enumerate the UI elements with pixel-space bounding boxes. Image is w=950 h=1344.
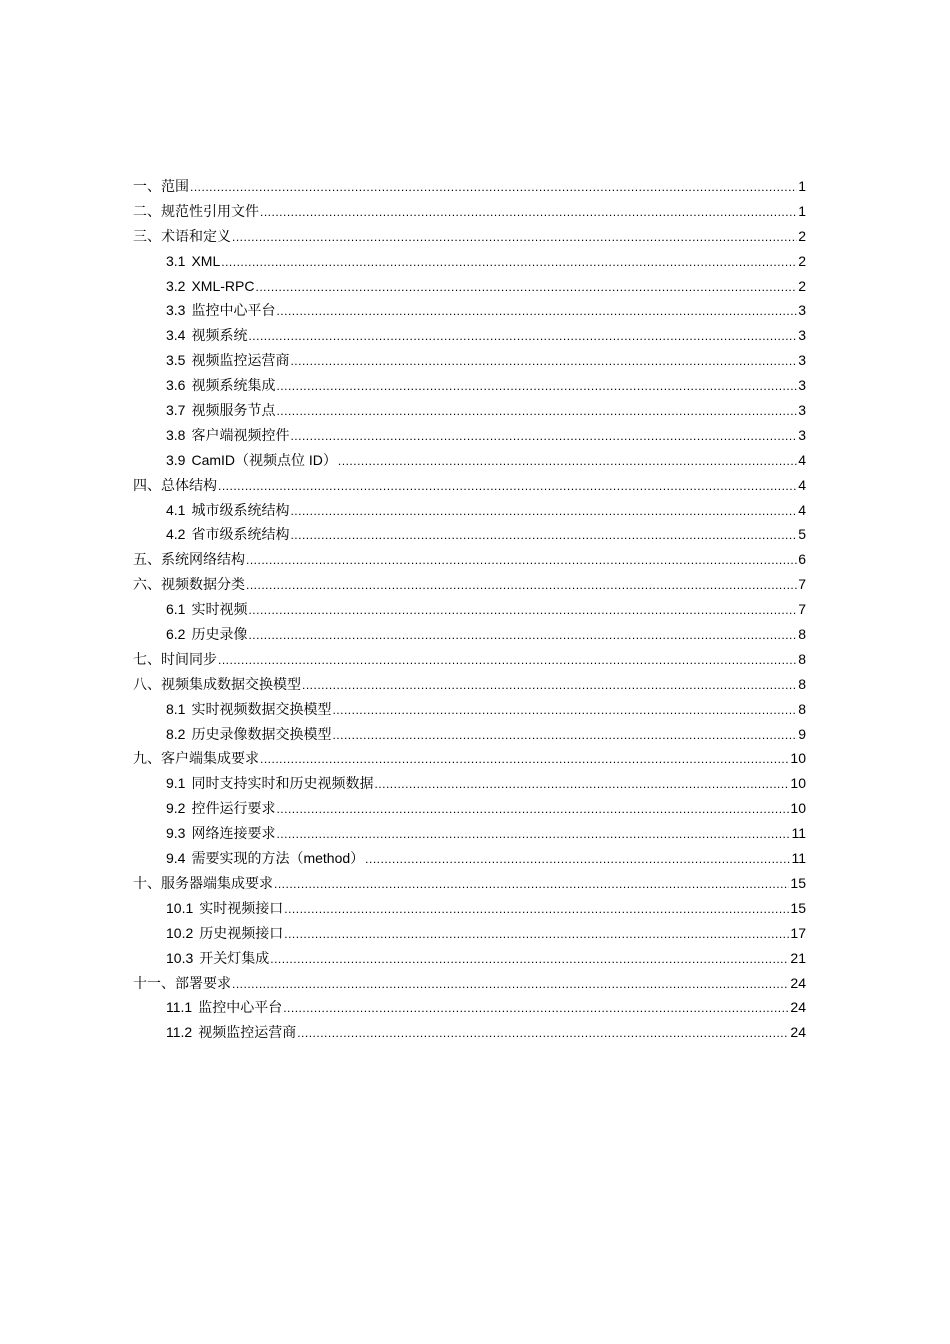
toc-dot-leader (374, 772, 789, 797)
toc-dot-leader (284, 922, 789, 947)
toc-entry-number: 8.2 (166, 725, 186, 742)
toc-entry[interactable] (133, 672, 806, 697)
toc-entry-number: 9.2 (166, 800, 186, 817)
toc-entry-label (133, 746, 259, 771)
toc-entry-title: 四、总体结构 (133, 476, 217, 493)
toc-entry-title: 二、规范性引用文件 (133, 202, 259, 219)
toc-entry-title: 历史录像数据交换模型 (191, 725, 332, 742)
toc-dot-leader (246, 573, 797, 598)
toc-entry-title: 监控中心平台 (198, 999, 283, 1016)
toc-page-number: 21 (790, 949, 806, 966)
toc-dot-leader (365, 847, 790, 872)
toc-entry-label (166, 821, 275, 846)
toc-entry[interactable] (133, 597, 806, 622)
toc-entry-label (166, 946, 269, 971)
toc-page-number: 3 (798, 352, 806, 369)
toc-entry-label (133, 473, 217, 498)
toc-entry-label (166, 323, 247, 348)
toc-dot-leader (302, 673, 797, 698)
toc-page-number: 24 (790, 974, 806, 991)
toc-page-number: 1 (798, 202, 806, 219)
toc-entry[interactable] (133, 174, 806, 199)
toc-entry-title: 八、视频集成数据交换模型 (133, 675, 301, 692)
toc-entry-label (166, 298, 275, 323)
toc-entry-number: 11.1 (166, 999, 193, 1016)
toc-entry-label (133, 672, 301, 697)
toc-entry[interactable] (133, 1020, 806, 1045)
toc-entry-title: 需要实现的方法（method） (191, 850, 365, 867)
toc-entry-title: 实时视频接口 (199, 899, 284, 916)
toc-page-number: 3 (798, 426, 806, 443)
toc-entry-title: 网络连接要求 (191, 825, 276, 842)
toc-entry-label (166, 896, 283, 921)
toc-entry-label (166, 921, 283, 946)
toc-entry-label (133, 547, 245, 572)
toc-dot-leader (276, 797, 789, 822)
toc-page-number: 2 (798, 277, 806, 294)
toc-dot-leader (232, 225, 797, 250)
toc-entry-label (166, 522, 289, 547)
toc-dot-leader (332, 698, 797, 723)
toc-entry-title: XML (191, 252, 221, 269)
toc-entry-number: 6.2 (166, 626, 186, 643)
toc-entry[interactable] (133, 946, 806, 971)
toc-entry[interactable] (133, 995, 806, 1020)
toc-entry-title: 一、范围 (133, 178, 189, 194)
toc-dot-leader (338, 449, 797, 474)
toc-entry[interactable] (133, 199, 806, 224)
toc-entry-title: 视频服务节点 (191, 402, 276, 419)
toc-entry[interactable] (133, 846, 806, 871)
toc-entry-number: 3.9 (166, 451, 186, 468)
toc-page-number: 4 (798, 501, 806, 518)
toc-page-number: 7 (798, 576, 806, 593)
toc-page-number: 6 (798, 551, 806, 568)
toc-entry[interactable] (133, 771, 806, 796)
toc-entry-title: 六、视频数据分类 (133, 576, 245, 593)
toc-entry-title: 七、时间同步 (133, 650, 217, 667)
toc-entry-label (133, 572, 245, 597)
toc-entry-number: 9.1 (166, 775, 186, 792)
toc-dot-leader (276, 374, 797, 399)
toc-entry-label (133, 871, 273, 896)
toc-entry-label (166, 622, 247, 647)
toc-dot-leader (218, 648, 797, 673)
toc-entry[interactable] (133, 323, 806, 348)
toc-dot-leader (290, 349, 797, 374)
toc-entry-label (166, 1020, 296, 1045)
toc-entry[interactable] (133, 274, 806, 299)
toc-page-number: 1 (798, 178, 806, 194)
toc-entry[interactable] (133, 298, 806, 323)
toc-page-number: 5 (798, 526, 806, 543)
toc-page-number: 10 (790, 750, 806, 767)
toc-entry-label (166, 448, 337, 473)
toc-dot-leader (270, 947, 789, 972)
toc-entry-number: 10.3 (166, 949, 194, 966)
toc-entry-label (166, 348, 289, 373)
toc-entry-label (166, 796, 275, 821)
toc-dot-leader (221, 250, 797, 275)
toc-entry-number: 4.1 (166, 501, 186, 518)
toc-entry[interactable] (133, 473, 806, 498)
toc-entry[interactable] (133, 572, 806, 597)
toc-page-number: 2 (798, 227, 806, 244)
toc-entry-title: 历史视频接口 (199, 924, 284, 941)
toc-entry-label (166, 498, 289, 523)
toc-entry-title: 九、客户端集成要求 (133, 750, 259, 767)
table-of-contents (133, 174, 806, 1045)
toc-entry-label (133, 971, 231, 996)
toc-entry-label (166, 771, 373, 796)
toc-entry-number: 4.2 (166, 526, 186, 543)
toc-entry-title: 十一、部署要求 (133, 974, 231, 991)
toc-page-number: 17 (790, 924, 806, 941)
toc-dot-leader (248, 623, 797, 648)
toc-dot-leader (276, 399, 797, 424)
toc-entry-title: 视频监控运营商 (198, 1024, 297, 1041)
toc-page-number: 8 (798, 626, 806, 643)
toc-entry-label (133, 647, 217, 672)
toc-entry-title: CamID（视频点位 ID） (191, 451, 337, 468)
toc-entry-title: 城市级系统结构 (191, 501, 290, 518)
toc-entry-label (133, 224, 231, 249)
toc-page-number: 10 (790, 800, 806, 817)
toc-dot-leader (255, 275, 797, 300)
toc-page-number: 8 (798, 650, 806, 667)
toc-page-number: 3 (798, 377, 806, 394)
toc-entry-title: 客户端视频控件 (191, 426, 290, 443)
toc-entry[interactable] (133, 647, 806, 672)
toc-entry-number: 9.4 (166, 850, 186, 867)
toc-dot-leader (248, 598, 797, 623)
toc-entry-title: 视频系统集成 (191, 377, 276, 394)
toc-entry-title: 视频监控运营商 (191, 352, 290, 369)
toc-dot-leader (290, 424, 797, 449)
toc-entry[interactable] (133, 224, 806, 249)
toc-entry-number: 3.1 (166, 252, 186, 269)
toc-entry-number: 3.7 (166, 402, 186, 419)
toc-entry[interactable] (133, 971, 806, 996)
toc-entry-label (166, 722, 331, 747)
toc-dot-leader (290, 499, 797, 524)
toc-page-number: 15 (790, 874, 806, 891)
toc-entry[interactable] (133, 746, 806, 771)
toc-entry-label (166, 846, 364, 871)
toc-dot-leader (232, 972, 789, 997)
toc-entry-label (166, 697, 331, 722)
toc-entry-number: 8.1 (166, 700, 186, 717)
toc-page-number: 24 (790, 1024, 806, 1041)
toc-entry[interactable] (133, 871, 806, 896)
toc-entry-title: 监控中心平台 (191, 302, 276, 319)
toc-entry[interactable] (133, 522, 806, 547)
toc-entry-title: 视频系统 (191, 327, 248, 344)
toc-entry[interactable] (133, 547, 806, 572)
toc-page-number: 2 (798, 252, 806, 269)
toc-dot-leader (290, 523, 797, 548)
toc-page-number: 3 (798, 327, 806, 344)
toc-entry[interactable] (133, 398, 806, 423)
toc-entry[interactable] (133, 373, 806, 398)
toc-entry-title: 开关灯集成 (199, 949, 270, 966)
toc-entry-title: 三、术语和定义 (133, 227, 231, 244)
toc-entry[interactable] (133, 796, 806, 821)
toc-entry-label (166, 597, 247, 622)
toc-page-number: 3 (798, 402, 806, 419)
toc-entry-number: 10.2 (166, 924, 194, 941)
toc-entry-title: 实时视频数据交换模型 (191, 700, 332, 717)
toc-dot-leader (283, 996, 789, 1021)
toc-dot-leader (274, 872, 789, 897)
toc-entry-label (133, 174, 189, 199)
toc-entry-label (166, 249, 220, 274)
toc-dot-leader (284, 897, 789, 922)
toc-dot-leader (276, 822, 790, 847)
toc-entry[interactable] (133, 249, 806, 274)
toc-entry-number: 9.3 (166, 825, 186, 842)
toc-page-number: 9 (798, 725, 806, 742)
toc-entry[interactable] (133, 423, 806, 448)
toc-entry[interactable] (133, 821, 806, 846)
toc-entry[interactable] (133, 697, 806, 722)
toc-page-number: 4 (798, 476, 806, 493)
toc-entry-title: XML-RPC (191, 277, 255, 294)
toc-entry-title: 省市级系统结构 (191, 526, 290, 543)
toc-entry-title: 控件运行要求 (191, 800, 276, 817)
toc-entry[interactable] (133, 722, 806, 747)
toc-entry[interactable] (133, 498, 806, 523)
toc-page-number: 8 (798, 700, 806, 717)
toc-page-number: 7 (798, 601, 806, 618)
toc-page-number: 3 (798, 302, 806, 319)
toc-entry[interactable] (133, 622, 806, 647)
toc-dot-leader (276, 299, 797, 324)
toc-page-number: 11 (791, 850, 806, 867)
toc-entry-number: 3.5 (166, 352, 186, 369)
toc-page-number: 10 (790, 775, 806, 792)
toc-entry-number: 3.3 (166, 302, 186, 319)
toc-entry-title: 五、系统网络结构 (133, 551, 245, 568)
toc-entry-title: 实时视频 (191, 601, 248, 618)
toc-entry-label (166, 373, 275, 398)
toc-dot-leader (218, 474, 797, 499)
toc-page-number: 11 (791, 825, 806, 842)
toc-entry-number: 6.1 (166, 601, 186, 618)
toc-entry-label (166, 995, 282, 1020)
toc-entry-title: 历史录像 (191, 626, 248, 643)
toc-dot-leader (260, 200, 797, 225)
toc-entry-number: 3.4 (166, 327, 186, 344)
toc-dot-leader (246, 548, 797, 573)
toc-page-number: 24 (790, 999, 806, 1016)
toc-entry-title: 同时支持实时和历史视频数据 (191, 775, 374, 792)
toc-entry[interactable] (133, 896, 806, 921)
toc-entry-label (166, 423, 289, 448)
toc-entry-number: 3.6 (166, 377, 186, 394)
toc-entry-title: 十、服务器端集成要求 (133, 874, 273, 891)
toc-entry-number: 3.2 (166, 277, 186, 294)
toc-entry[interactable] (133, 921, 806, 946)
toc-dot-leader (260, 747, 789, 772)
toc-dot-leader (190, 175, 797, 200)
toc-entry-number: 10.1 (166, 899, 194, 916)
toc-page-number: 4 (798, 451, 806, 468)
toc-page-number: 8 (798, 675, 806, 692)
toc-dot-leader (297, 1021, 789, 1046)
toc-page-number: 15 (790, 899, 806, 916)
toc-entry[interactable] (133, 348, 806, 373)
toc-entry[interactable] (133, 448, 806, 473)
toc-entry-label (166, 398, 275, 423)
toc-entry-number: 3.8 (166, 426, 186, 443)
toc-dot-leader (248, 324, 797, 349)
toc-dot-leader (332, 723, 797, 748)
toc-entry-label (166, 274, 254, 299)
toc-entry-label (133, 199, 259, 224)
toc-entry-number: 11.2 (166, 1024, 193, 1041)
